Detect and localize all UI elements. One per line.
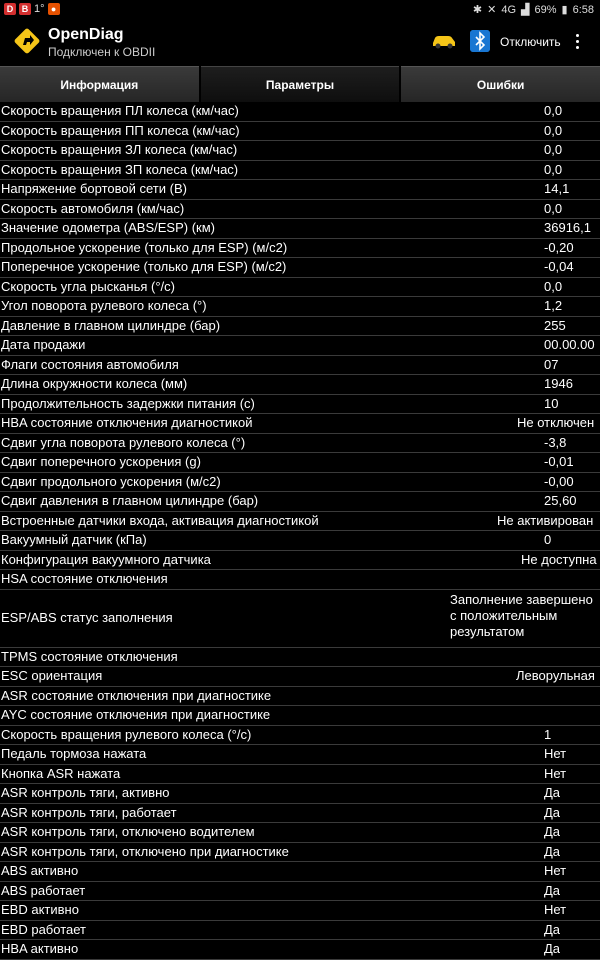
param-value: Нет xyxy=(544,765,567,781)
table-row xyxy=(0,882,600,902)
table-row xyxy=(0,278,600,298)
app-logo-icon xyxy=(12,26,42,56)
table-row xyxy=(0,473,600,493)
table-row xyxy=(0,395,600,415)
param-name: HBA активно xyxy=(1,941,79,956)
table-row xyxy=(0,122,600,142)
mute-icon: ✕ xyxy=(487,4,497,16)
bluetooth-icon[interactable] xyxy=(470,30,490,52)
param-value: -0,01 xyxy=(544,454,574,469)
signal-type: 4G xyxy=(501,3,517,16)
param-name: Сдвиг поперечного ускорения (g) xyxy=(1,454,201,469)
param-value: 0,0 xyxy=(544,122,563,138)
param-value: Да xyxy=(544,785,561,800)
parameters-table[interactable] xyxy=(0,102,600,960)
param-name: AYC состояние отключения при диагностике xyxy=(1,707,271,722)
param-name: Вакуумный датчик (кПа) xyxy=(1,532,147,547)
table-row xyxy=(0,219,600,239)
param-name: ABS работает xyxy=(1,882,86,898)
car-icon[interactable] xyxy=(431,33,457,49)
param-name: ASR контроль тяги, активно xyxy=(1,785,170,800)
app-notification-icon: ● xyxy=(48,3,60,15)
status-right xyxy=(473,3,594,16)
tab-parameters[interactable]: Параметры xyxy=(201,66,400,102)
param-name: HBA состояние отключения диагностикой xyxy=(1,415,253,430)
bluetooth-status-icon: ✱ xyxy=(472,4,483,16)
tab-bar xyxy=(0,66,600,102)
param-name: Педаль тормоза нажата xyxy=(1,746,147,761)
tab-errors[interactable]: Ошибки xyxy=(401,66,600,102)
tab-information[interactable]: Информация xyxy=(0,66,199,102)
param-value: 00.00.00 xyxy=(544,337,595,352)
table-row xyxy=(0,921,600,941)
param-value: -0,04 xyxy=(544,259,574,274)
table-row xyxy=(0,102,600,122)
table-row xyxy=(0,180,600,200)
param-name: Длина окружности колеса (мм) xyxy=(1,376,188,391)
table-row xyxy=(0,784,600,804)
table-row xyxy=(0,590,600,648)
table-row xyxy=(0,940,600,960)
table-row xyxy=(0,375,600,395)
table-row xyxy=(0,161,600,181)
param-name: ESP/ABS статус заполнения xyxy=(1,609,173,625)
param-value: 14,1 xyxy=(544,181,570,196)
table-row xyxy=(0,901,600,921)
param-value: Нет xyxy=(544,863,567,878)
param-value: Нет xyxy=(544,902,567,917)
param-name: Кнопка ASR нажата xyxy=(1,765,121,781)
table-row xyxy=(0,258,600,278)
param-name: Дата продажи xyxy=(1,337,86,352)
table-row xyxy=(0,297,600,317)
table-row xyxy=(0,200,600,220)
param-name: Скорость вращения ПП колеса (км/час) xyxy=(1,122,240,138)
param-name: Продольное ускорение (только для ESP) (м/с2) xyxy=(1,239,288,255)
table-row xyxy=(0,512,600,532)
table-row xyxy=(0,687,600,707)
param-value: Да xyxy=(544,843,561,859)
param-value: 1 xyxy=(544,726,552,742)
param-name: Флаги состояния автомобиля xyxy=(1,356,179,372)
param-value: 07 xyxy=(544,356,559,372)
param-value: Да xyxy=(544,804,561,820)
param-value: 0,0 xyxy=(544,200,563,216)
table-row xyxy=(0,804,600,824)
battery-icon: ▮ xyxy=(561,4,568,16)
connection-status: Подключен к OBDII xyxy=(48,45,156,59)
battery-percent: 69% xyxy=(534,3,557,16)
param-value: -0,00 xyxy=(544,473,574,489)
param-name: Скорость угла рысканья (°/с) xyxy=(1,278,175,294)
param-name: ASR контроль тяги, отключено при диагностике xyxy=(1,843,289,859)
param-value: Да xyxy=(544,941,561,956)
status-bar xyxy=(0,0,600,20)
param-value: 36916,1 xyxy=(544,220,591,235)
param-name: Продолжительность задержки питания (с) xyxy=(1,395,255,411)
param-value: 0 xyxy=(544,532,552,547)
param-name: Скорость автомобиля (км/час) xyxy=(1,200,185,216)
param-name: Скорость вращения рулевого колеса (°/с) xyxy=(1,726,252,742)
param-name: Сдвиг угла поворота рулевого колеса (°) xyxy=(1,434,246,450)
table-row xyxy=(0,141,600,161)
table-row xyxy=(0,843,600,863)
param-value: 0,0 xyxy=(544,142,563,157)
temperature-text: 1° xyxy=(34,3,45,15)
table-row xyxy=(0,317,600,337)
table-row xyxy=(0,765,600,785)
table-row xyxy=(0,336,600,356)
signal-icon: ▟ xyxy=(521,4,530,16)
table-row xyxy=(0,745,600,765)
param-name: Поперечное ускорение (только для ESP) (м/с2) xyxy=(1,259,287,274)
param-name: Сдвиг давления в главном цилиндре (бар) xyxy=(1,493,259,508)
param-value: Нет xyxy=(544,746,567,761)
table-row xyxy=(0,648,600,668)
param-value: 255 xyxy=(544,317,566,333)
param-name: Встроенные датчики входа, активация диагностикой xyxy=(1,512,319,528)
param-name: EBD активно xyxy=(1,902,79,917)
param-name: Конфигурация вакуумного датчика xyxy=(1,551,211,567)
table-row xyxy=(0,434,600,454)
table-row xyxy=(0,726,600,746)
param-value: Заполнение завершено с положительным результатом xyxy=(450,591,593,639)
table-row xyxy=(0,239,600,259)
param-value: Не отключен xyxy=(517,415,595,430)
overflow-menu-icon[interactable] xyxy=(572,34,582,50)
param-value: -3,8 xyxy=(544,434,567,450)
param-value: Да xyxy=(544,921,561,937)
param-value: 0,0 xyxy=(544,103,563,118)
clock: 6:58 xyxy=(572,3,594,16)
table-row xyxy=(0,492,600,512)
table-row xyxy=(0,706,600,726)
param-value: 0,0 xyxy=(544,161,563,177)
param-value: 0,0 xyxy=(544,278,563,294)
param-value: 1,2 xyxy=(544,298,563,313)
notification-icon: B xyxy=(19,3,31,15)
param-value: 25,60 xyxy=(544,493,577,508)
param-name: Скорость вращения ПЛ колеса (км/час) xyxy=(1,103,239,118)
status-left-icons xyxy=(4,3,60,15)
param-value: Леворульная xyxy=(516,668,595,683)
param-name: ESC ориентация xyxy=(1,668,103,683)
param-value: Да xyxy=(544,882,561,898)
param-name: Скорость вращения ЗП колеса (км/час) xyxy=(1,161,239,177)
disconnect-button[interactable]: Отключить xyxy=(500,35,561,49)
param-name: ABS активно xyxy=(1,863,79,878)
param-name: Значение одометра (ABS/ESP) (км) xyxy=(1,220,215,235)
param-name: Давление в главном цилиндре (бар) xyxy=(1,317,221,333)
param-name: TPMS состояние отключения xyxy=(1,648,178,664)
param-value: 10 xyxy=(544,395,559,411)
table-row xyxy=(0,531,600,551)
param-name: ASR контроль тяги, работает xyxy=(1,804,177,820)
param-name: Напряжение бортовой сети (В) xyxy=(1,181,187,196)
table-row xyxy=(0,414,600,434)
table-row xyxy=(0,823,600,843)
param-name: Скорость вращения ЗЛ колеса (км/час) xyxy=(1,142,238,157)
param-value: Не доступна xyxy=(521,551,597,567)
param-name: HSA состояние отключения xyxy=(1,571,168,586)
param-name: ASR контроль тяги, отключено водителем xyxy=(1,824,255,839)
table-row xyxy=(0,453,600,473)
param-name: ASR состояние отключения при диагностике xyxy=(1,687,272,703)
param-value: Не активирован xyxy=(497,512,594,528)
param-value: 1946 xyxy=(544,376,573,391)
param-value: -0,20 xyxy=(544,239,574,255)
notification-icon: D xyxy=(4,3,16,15)
table-row xyxy=(0,356,600,376)
app-bar xyxy=(0,20,600,66)
param-name: EBD работает xyxy=(1,921,86,937)
table-row xyxy=(0,862,600,882)
param-name: Сдвиг продольного ускорения (м/с2) xyxy=(1,473,221,489)
table-row xyxy=(0,551,600,571)
param-name: Угол поворота рулевого колеса (°) xyxy=(1,298,207,313)
table-row xyxy=(0,570,600,590)
param-value: Да xyxy=(544,824,561,839)
app-title: OpenDiag xyxy=(48,26,124,43)
table-row xyxy=(0,667,600,687)
